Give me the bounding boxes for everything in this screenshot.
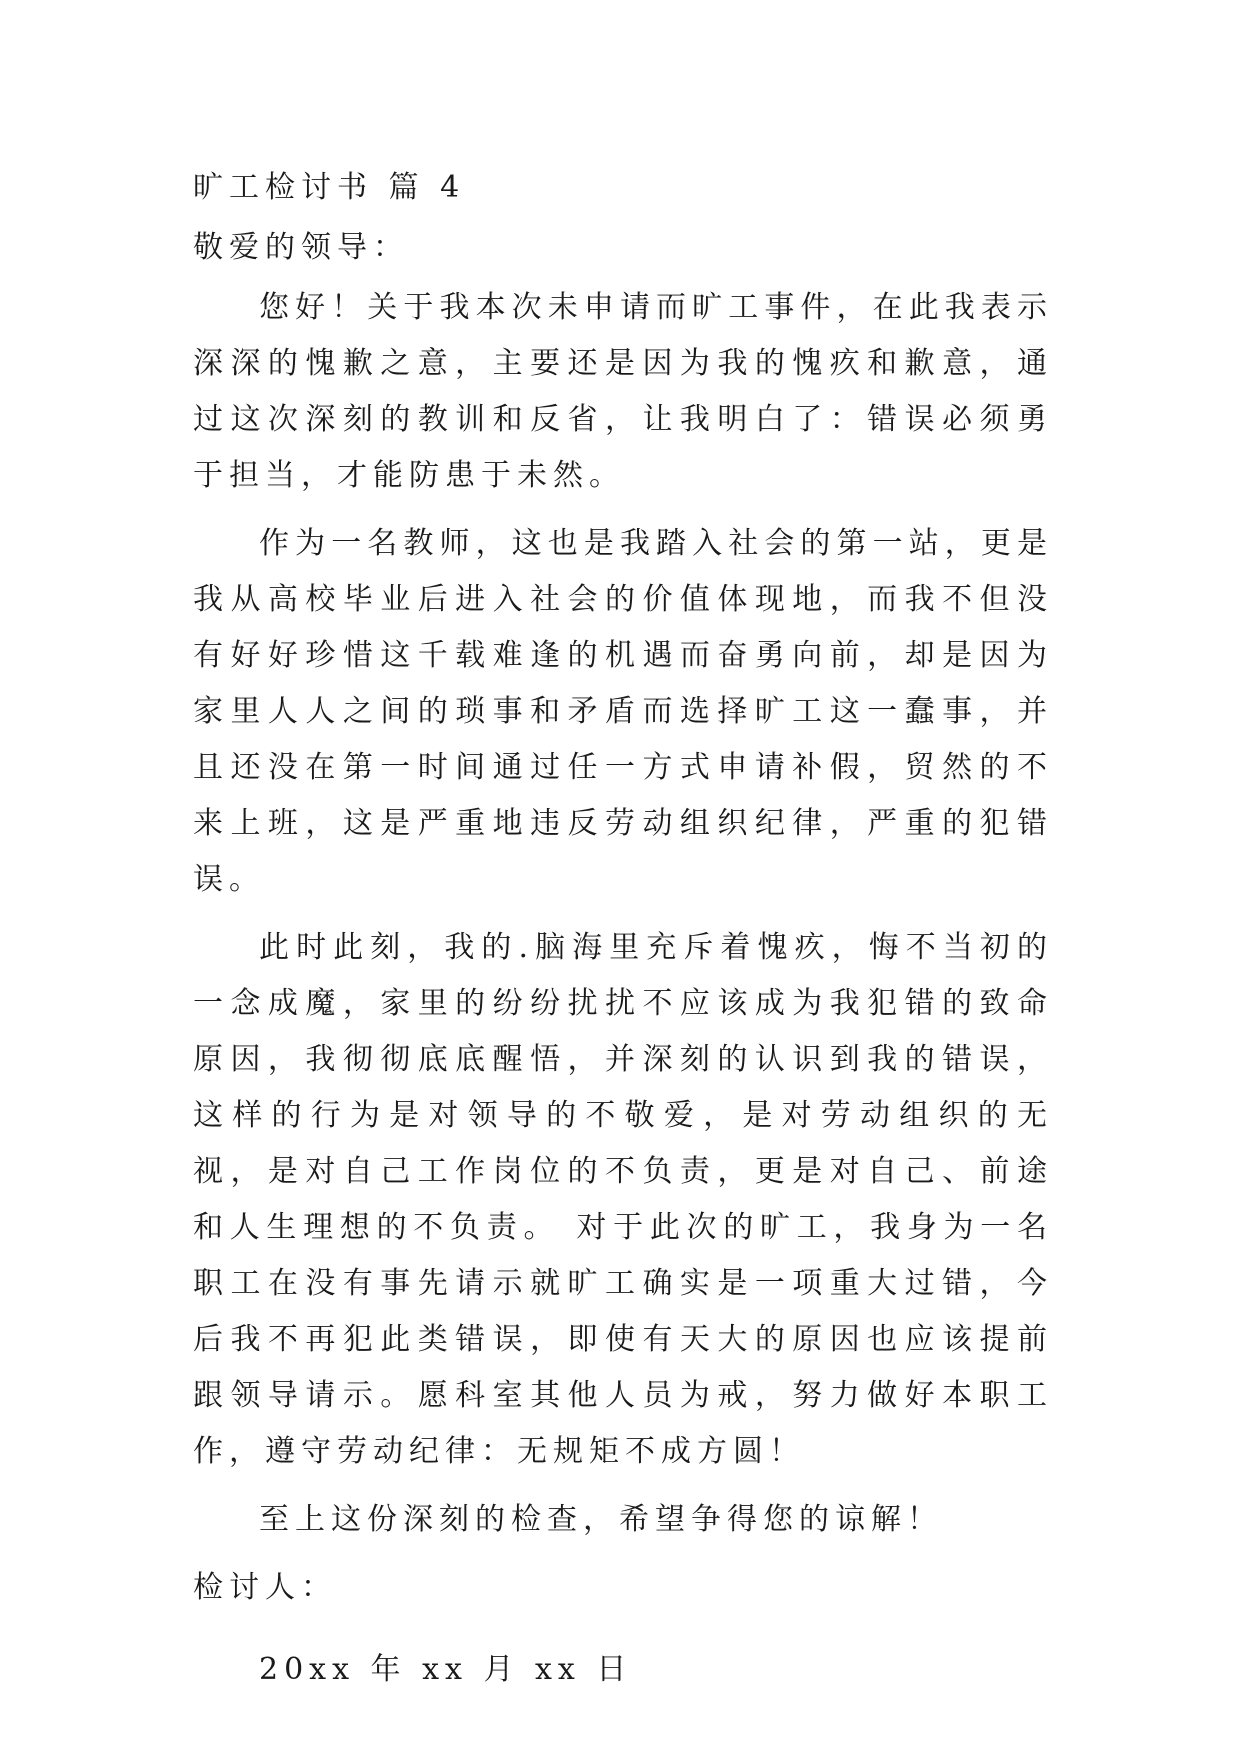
paragraph-closing: 至上这份深刻的检查，希望争得您的谅解！ <box>259 1502 943 1537</box>
paragraph-apology: 您好！关于我本次未申请而旷工事件，在此我表示深深的愧歉之意，主要还是因为我的愧疚和歉意，通过这次深刻的教训和反省，让我明白了：错误必须勇于担当，才能防患于未然。 <box>193 290 1053 493</box>
document-date: 20xx 年 xx 月 xx 日 <box>259 1652 633 1687</box>
paragraph-reflection: 此时此刻，我的.脑海里充斥着愧疚，悔不当初的一念成魔，家里的纷纷扰扰不应该成为我犯错的致命原因，我彻彻底底醒悟，并深刻的认识到我的错误，这样的行为是对领导的不敬爱，是对劳动组织的无视，是对自己工作岗位的不负责，更是对自己、前途和人生理想的不负责。 对于此次的旷工，我身为一名职工在没有事先请示就旷工确实是一项重大过错，今后我不再犯此类错误，即使有天大的原因也应该提前跟领导请示。愿科室其他人员为戒，努力做好本职工作，遵守劳动纪律：无规矩不成方圆！ <box>193 930 1053 1469</box>
signer-label: 检讨人： <box>193 1570 337 1605</box>
document-title: 旷工检讨书 篇 4 <box>193 170 466 205</box>
salutation: 敬爱的领导： <box>193 230 409 265</box>
document-page <box>193 160 1053 1698</box>
paragraph-background: 作为一名教师，这也是我踏入社会的第一站，更是我从高校毕业后进入社会的价值体现地，而我不但没有好好珍惜这千载难逢的机遇而奋勇向前，却是因为家里人人之间的琐事和矛盾而选择旷工这一蠢事，并且还没在第一时间通过任一方式申请补假，贸然的不来上班，这是严重地违反劳动组织纪律，严重的犯错误。 <box>193 526 1053 897</box>
